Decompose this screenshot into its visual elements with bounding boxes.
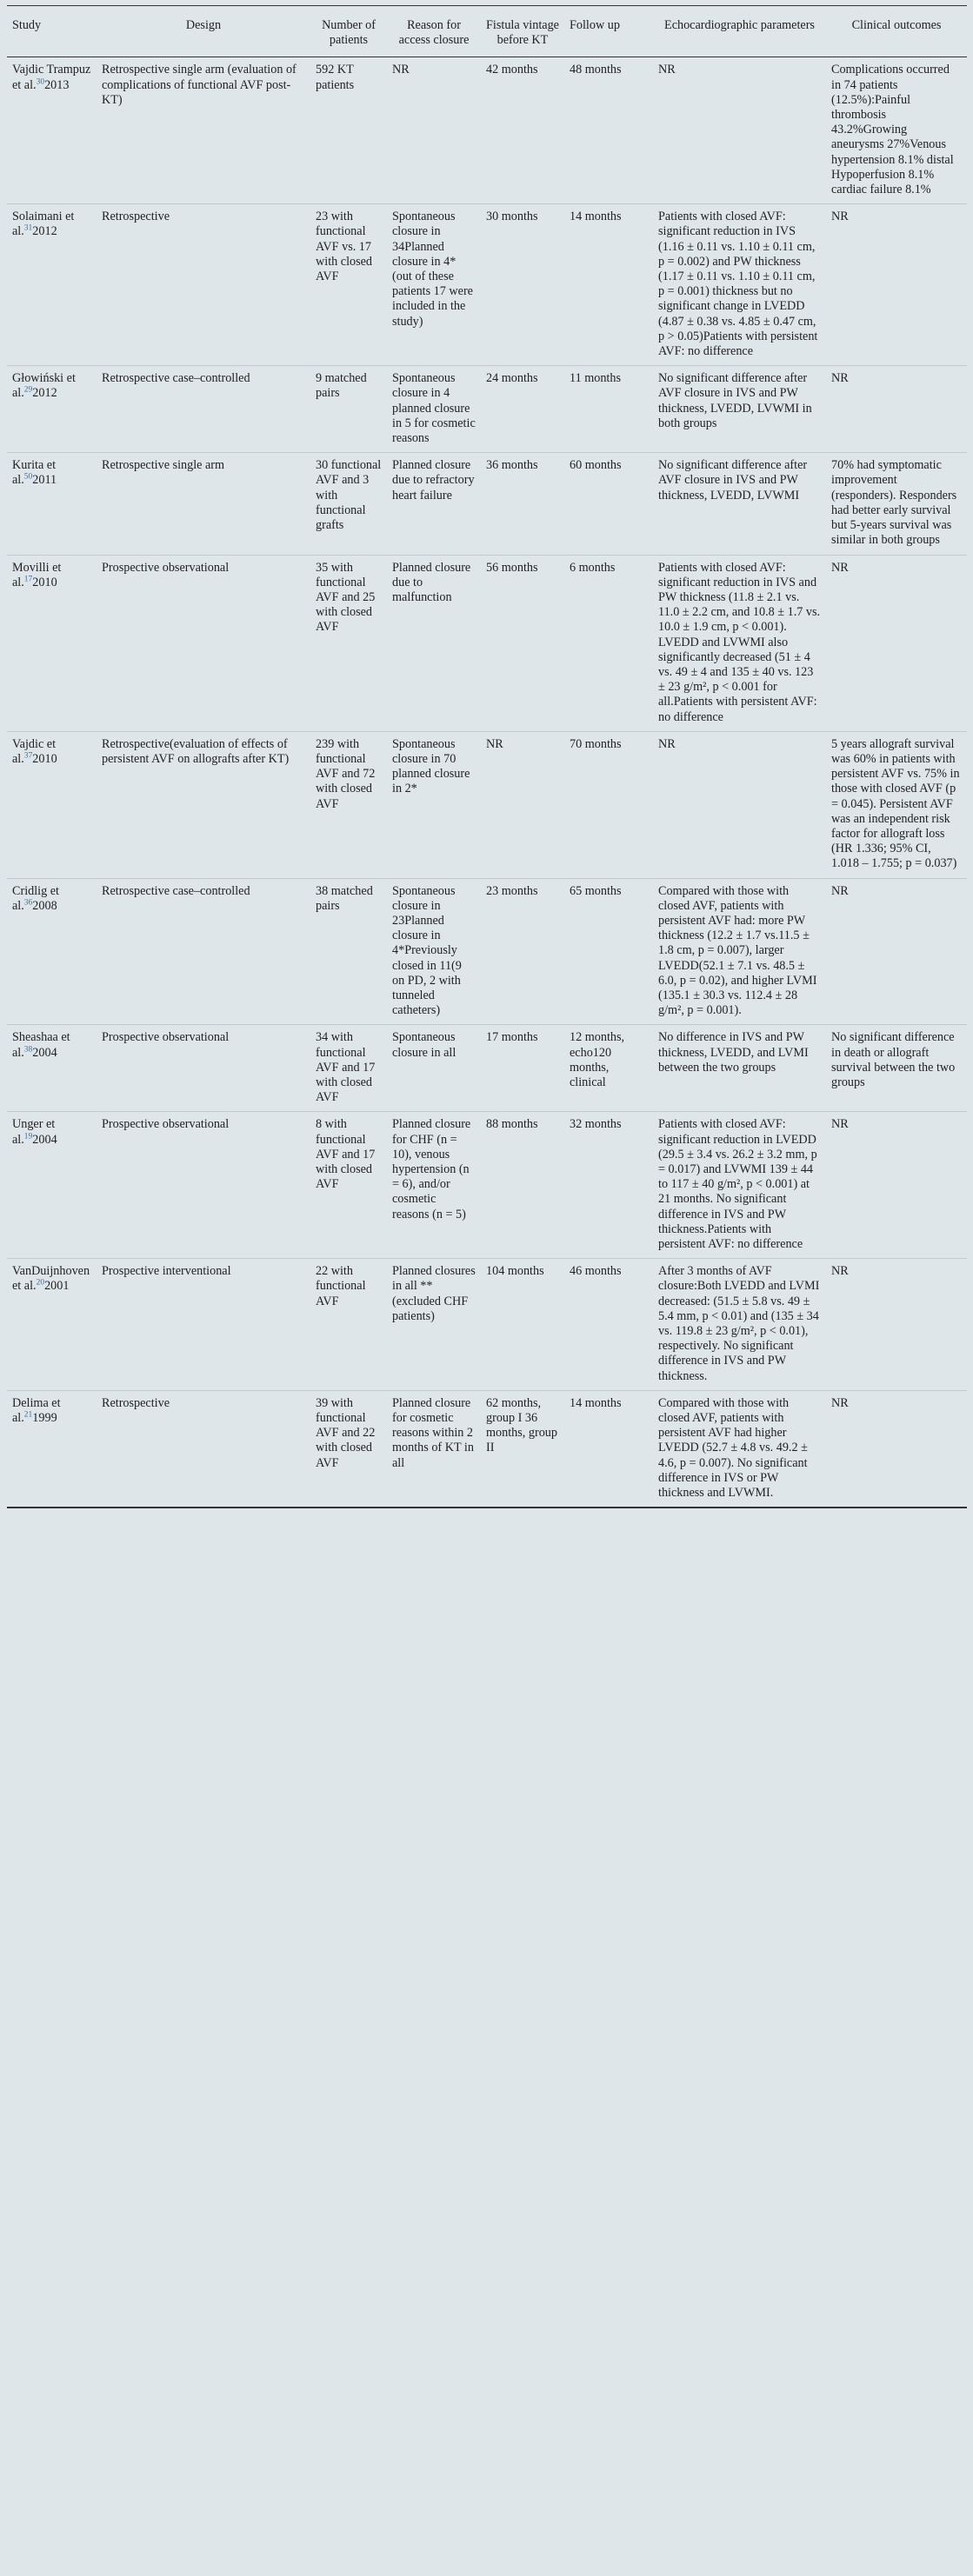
study-year: 2013 — [44, 77, 70, 92]
cell-followup: 14 months — [564, 1390, 653, 1508]
cell-design: Retrospective single arm — [97, 453, 310, 555]
study-year: 2012 — [32, 386, 57, 401]
cell-outcomes: NR — [826, 1259, 967, 1391]
cell-patients: 8 with functional AVF and 17 with closed AVF — [310, 1112, 387, 1259]
cell-outcomes: NR — [826, 204, 967, 366]
reference-link[interactable]: 30 — [36, 77, 45, 86]
cell-outcomes: 70% had symptomatic improvement (responders). Responders had better early survival but 5-years survival was similar in both groups — [826, 453, 967, 555]
reference-link[interactable]: 38 — [23, 1044, 33, 1054]
cell-vintage: 104 months — [481, 1259, 564, 1391]
cell-reason: NR — [387, 57, 481, 204]
cell-echo: Compared with those with closed AVF, patients with persistent AVF had higher LVEDD (52.7 ± 4.8 vs. 49.2 ± 4.6, p = 0.007). No significant difference in IVS or PW thickness and LVWMI. — [653, 1390, 826, 1508]
cell-patients: 239 with functional AVF and 72 with closed AVF — [310, 731, 387, 878]
cell-patients: 34 with functional AVF and 17 with closed AVF — [310, 1025, 387, 1112]
cell-outcomes: NR — [826, 555, 967, 731]
cell-echo: After 3 months of AVF closure:Both LVEDD and LVMI decreased: (51.5 ± 5.8 vs. 49 ± 5.4 mm, p < 0.01) and (135 ± 34 vs. 119.8 ± 23 g/m², p < 0.01), respectively. No significant difference in IVS and PW thickness. — [653, 1259, 826, 1391]
cell-vintage: 36 months — [481, 453, 564, 555]
cell-study — [7, 555, 97, 731]
cell-study — [7, 1112, 97, 1259]
header-reason: Reason for access closure — [387, 6, 481, 57]
cell-echo: No significant difference after AVF closure in IVS and PW thickness, LVEDD, LVWMI in both groups — [653, 366, 826, 453]
table-row — [7, 366, 967, 453]
reference-link[interactable]: 50 — [23, 472, 33, 482]
cell-design: Retrospective case–controlled — [97, 878, 310, 1025]
study-name: Vajdic et al. — [12, 736, 57, 766]
cell-echo: Patients with closed AVF: significant reduction in IVS (1.16 ± 0.11 vs. 1.10 ± 0.11 cm, p = 0.002) and PW thickness (1.17 ± 0.11 vs. 1.10 ± 0.11 cm, p = 0.001) thickness but no significant change in LVEDD (4.87 ± 0.38 vs. 4.85 ± 0.47 cm, p > 0.05)Patients with persistent AVF: no difference — [653, 204, 826, 366]
cell-outcomes: 5 years allograft survival was 60% in patients with persistent AVF vs. 75% in those with closed AVF (p = 0.045). Persistent AVF was an independent risk factor for allograft loss (HR 1.336; 95% CI, 1.018 – 1.755; p = 0.037) — [826, 731, 967, 878]
table-row — [7, 204, 967, 366]
cell-followup: 11 months — [564, 366, 653, 453]
table-row — [7, 57, 967, 204]
reference-link[interactable]: 36 — [23, 898, 33, 908]
cell-followup: 46 months — [564, 1259, 653, 1391]
cell-vintage: 30 months — [481, 204, 564, 366]
cell-outcomes: Complications occurred in 74 patients (12.5%):Painful thrombosis 43.2%Growing aneurysms 27%Venous hypertension 8.1% distal Hypoperfusion 8.1% cardiac failure 8.1% — [826, 57, 967, 204]
cell-outcomes: NR — [826, 878, 967, 1025]
cell-study — [7, 453, 97, 555]
study-year: 2008 — [32, 898, 57, 913]
cell-echo: No significant difference after AVF closure in IVS and PW thickness, LVEDD, LVWMI — [653, 453, 826, 555]
data-table — [7, 5, 967, 1508]
cell-study — [7, 366, 97, 453]
cell-outcomes: NR — [826, 366, 967, 453]
cell-design: Prospective observational — [97, 555, 310, 731]
cell-study — [7, 57, 97, 204]
reference-link[interactable]: 17 — [23, 574, 33, 583]
study-name: Unger et al. — [12, 1117, 56, 1147]
cell-patients: 22 with functional AVF — [310, 1259, 387, 1391]
cell-vintage: 42 months — [481, 57, 564, 204]
table-row — [7, 1390, 967, 1508]
study-year: 2004 — [32, 1132, 57, 1147]
table-row — [7, 555, 967, 731]
cell-reason: Planned closure due to malfunction — [387, 555, 481, 731]
study-year: 1999 — [32, 1411, 57, 1426]
cell-followup: 32 months — [564, 1112, 653, 1259]
reference-link[interactable]: 31 — [23, 223, 33, 233]
cell-reason: Planned closure for CHF (n = 10), venous hypertension (n = 6), and/or cosmetic reasons (n = 5) — [387, 1112, 481, 1259]
table-row — [7, 1025, 967, 1112]
cell-vintage: NR — [481, 731, 564, 878]
cell-echo: Compared with those with closed AVF, patients with persistent AVF had: more PW thickness (12.2 ± 1.7 vs.11.5 ± 1.8 cm, p = 0.007), larger LVEDD(52.1 ± 7.1 vs. 48.5 ± 6.0, p = 0.02), and higher LVMI (135.1 ± 30.3 vs. 112.4 ± 28 g/m², p = 0.001). — [653, 878, 826, 1025]
study-year: 2004 — [32, 1045, 57, 1060]
cell-study — [7, 1025, 97, 1112]
cell-patients: 592 KT patients — [310, 57, 387, 204]
reference-link[interactable]: 21 — [23, 1410, 33, 1420]
cell-outcomes: NR — [826, 1390, 967, 1508]
cell-reason: Spontaneous closure in 34Planned closure in 4* (out of these patients 17 were included in the study) — [387, 204, 481, 366]
study-name: Głowiński et al. — [12, 371, 76, 401]
cell-followup: 65 months — [564, 878, 653, 1025]
study-year: 2011 — [32, 473, 57, 488]
cell-vintage: 62 months, group I 36 months, group II — [481, 1390, 564, 1508]
cell-patients: 9 matched pairs — [310, 366, 387, 453]
header-row — [7, 6, 967, 57]
table-row — [7, 731, 967, 878]
reference-link[interactable]: 19 — [23, 1131, 33, 1141]
study-name: VanDuijnhoven et al. — [12, 1264, 90, 1294]
cell-design: Retrospective — [97, 204, 310, 366]
cell-vintage: 17 months — [481, 1025, 564, 1112]
cell-reason: Spontaneous closure in 4 planned closure in 5 for cosmetic reasons — [387, 366, 481, 453]
cell-reason: Planned closures in all ** (excluded CHF patients) — [387, 1259, 481, 1391]
reference-link[interactable]: 20 — [36, 1278, 45, 1288]
cell-design: Retrospective(evaluation of effects of persistent AVF on allografts after KT) — [97, 731, 310, 878]
study-name: Cridlig et al. — [12, 883, 59, 913]
cell-study — [7, 1259, 97, 1391]
cell-design: Prospective observational — [97, 1025, 310, 1112]
header-echo: Echocardiographic parameters — [653, 6, 826, 57]
cell-echo: NR — [653, 57, 826, 204]
reference-link[interactable]: 29 — [23, 385, 33, 395]
reference-link[interactable]: 37 — [23, 751, 33, 761]
cell-design: Prospective interventional — [97, 1259, 310, 1391]
cell-reason: Planned closure for cosmetic reasons within 2 months of KT in all — [387, 1390, 481, 1508]
cell-followup: 6 months — [564, 555, 653, 731]
table-row — [7, 453, 967, 555]
study-year: 2001 — [44, 1279, 70, 1294]
cell-reason: Spontaneous closure in 23Planned closure in 4*Previously closed in 11(9 on PD, 2 with tunneled catheters) — [387, 878, 481, 1025]
cell-vintage: 56 months — [481, 555, 564, 731]
study-year: 2010 — [32, 575, 57, 589]
cell-vintage: 24 months — [481, 366, 564, 453]
header-design: Design — [97, 6, 310, 57]
study-name: Delima et al. — [12, 1395, 61, 1426]
cell-study — [7, 204, 97, 366]
cell-reason: Spontaneous closure in all — [387, 1025, 481, 1112]
cell-echo: Patients with closed AVF: significant reduction in LVEDD (29.5 ± 3.4 vs. 26.2 ± 3.2 mm, p = 0.017) and LVWMI 139 ± 44 to 117 ± 40 g/m², p < 0.001) at 21 months. No significant difference in IVS and PW thickness.Patients with persistent AVF: no difference — [653, 1112, 826, 1259]
cell-patients: 38 matched pairs — [310, 878, 387, 1025]
study-name: Sheashaa et al. — [12, 1030, 70, 1060]
cell-design: Retrospective case–controlled — [97, 366, 310, 453]
cell-design: Retrospective single arm (evaluation of complications of functional AVF post-KT) — [97, 57, 310, 204]
cell-echo: Patients with closed AVF: significant reduction in IVS and PW thickness (11.8 ± 2.1 vs. 11.0 ± 2.2 cm, and 10.8 ± 1.7 vs. 10.0 ± 1.9 cm, p < 0.001). LVEDD and LVWMI also significantly decreased (51 ± 4 vs. 49 ± 4 and 135 ± 40 vs. 123 ± 23 g/m², p < 0.001 for all.Patients with persistent AVF: no difference — [653, 555, 826, 731]
cell-followup: 14 months — [564, 204, 653, 366]
cell-design: Retrospective — [97, 1390, 310, 1508]
cell-echo: No difference in IVS and PW thickness, LVEDD, and LVMI between the two groups — [653, 1025, 826, 1112]
study-year: 2012 — [32, 224, 57, 239]
table-row — [7, 878, 967, 1025]
cell-patients: 30 functional AVF and 3 with functional grafts — [310, 453, 387, 555]
table-row — [7, 1259, 967, 1391]
cell-design: Prospective observational — [97, 1112, 310, 1259]
cell-echo: NR — [653, 731, 826, 878]
study-name: Vajdic Trampuz et al. — [12, 63, 91, 92]
cell-study — [7, 1390, 97, 1508]
table-row — [7, 1112, 967, 1259]
cell-outcomes: No significant difference in death or allograft survival between the two groups — [826, 1025, 967, 1112]
cell-patients: 23 with functional AVF vs. 17 with closed AVF — [310, 204, 387, 366]
cell-reason: Spontaneous closure in 70 planned closure in 2* — [387, 731, 481, 878]
study-name: Solaimani et al. — [12, 210, 75, 239]
study-name: Kurita et al. — [12, 458, 57, 488]
cell-reason: Planned closure due to refractory heart failure — [387, 453, 481, 555]
cell-vintage: 23 months — [481, 878, 564, 1025]
study-year: 2010 — [32, 751, 57, 766]
header-followup: Follow up — [564, 6, 653, 57]
cell-vintage: 88 months — [481, 1112, 564, 1259]
cell-patients: 39 with functional AVF and 22 with closed AVF — [310, 1390, 387, 1508]
cell-outcomes: NR — [826, 1112, 967, 1259]
cell-followup: 48 months — [564, 57, 653, 204]
header-patients: Number of patients — [310, 6, 387, 57]
header-outcomes: Clinical outcomes — [826, 6, 967, 57]
cell-study — [7, 731, 97, 878]
cell-followup: 60 months — [564, 453, 653, 555]
cell-followup: 12 months, echo120 months, clinical — [564, 1025, 653, 1112]
header-study: Study — [7, 6, 97, 57]
header-vintage: Fistula vintage before KT — [481, 6, 564, 57]
cell-study — [7, 878, 97, 1025]
cell-patients: 35 with functional AVF and 25 with closed AVF — [310, 555, 387, 731]
study-name: Movilli et al. — [12, 560, 62, 589]
cell-followup: 70 months — [564, 731, 653, 878]
